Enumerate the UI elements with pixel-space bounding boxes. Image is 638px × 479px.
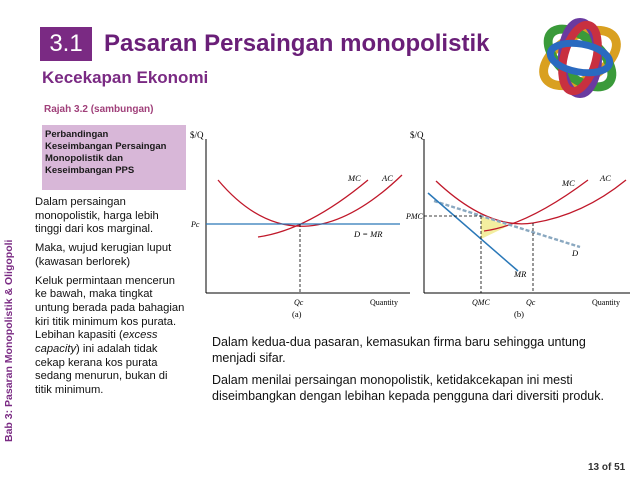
panel-a-ac-label: AC (382, 173, 393, 183)
left-paragraph-3-b: ) ini adalah tidak cekap kerana kos purata sedang menurun, bukan di titik minimum. (35, 343, 168, 397)
section-number-badge: 3.1 (40, 27, 92, 61)
left-explanation-text (35, 196, 185, 403)
panel-b-y-label: $/Q (410, 130, 424, 140)
page-number: 13 of 51 (588, 462, 626, 473)
panel-a-price-label: Pc (191, 220, 200, 229)
equilibrium-charts (188, 125, 634, 325)
panel-b-demand-line (434, 201, 580, 247)
panel-a-x-label: Quantity (370, 298, 398, 307)
rings-logo-icon (520, 0, 638, 120)
left-paragraph-3 (35, 275, 185, 398)
bottom-paragraph-2: Dalam menilai persaingan monopolistik, ketidakcekapan ini mesti diseimbangkan dengan lebihan kepada pengguna dari diversiti produk. (212, 373, 604, 403)
panel-b-ac-curve (436, 180, 626, 224)
comparison-box: Perbandingan Keseimbangan Persaingan Monopolistik dan Keseimbangan PPS (42, 125, 186, 190)
panel-a-ac-curve (218, 175, 402, 226)
panel-b-mr-label: MR (514, 269, 527, 279)
excess-capacity-term: excess capacity (35, 329, 158, 356)
panel-b-mc-label: MC (562, 178, 575, 188)
panel-b (405, 130, 630, 319)
panel-a (190, 130, 410, 319)
bottom-explanation-text (212, 334, 612, 410)
panel-a-demand-label: D = MR (354, 229, 383, 239)
panel-a-y-label: $/Q (190, 130, 204, 140)
slide-title: Pasaran Persaingan monopolistik (104, 30, 490, 57)
panel-b-mr-line (428, 193, 518, 271)
left-paragraph-2: Maka, wujud kerugian luput (kawasan berlorek) (35, 242, 172, 268)
panel-b-qmc-label: QMC (472, 298, 490, 307)
slide-subtitle: Kecekapan Ekonomi (42, 68, 209, 87)
bottom-paragraph-1: Dalam kedua-dua pasaran, kemasukan firma baru sehingga untung menjadi sifar. (212, 335, 586, 365)
figure-label: Rajah 3.2 (sambungan) (44, 104, 154, 115)
panel-b-ac-label: AC (600, 173, 611, 183)
panel-b-caption: (b) (514, 309, 524, 319)
panel-b-price-label: PMC (406, 212, 423, 221)
panel-a-mc-curve (258, 180, 368, 237)
chapter-vertical-label: Bab 3: Pasaran Monopolistik & Oligopoli (3, 239, 15, 442)
panel-a-caption: (a) (292, 309, 302, 319)
left-paragraph-1: Dalam persaingan monopolistik, harga lebih tinggi dari kos marginal. (35, 196, 159, 236)
panel-a-mc-label: MC (348, 173, 361, 183)
panel-a-quantity-label: Qc (294, 298, 304, 307)
panel-b-demand-label: D (572, 248, 579, 258)
panel-b-x-label: Quantity (592, 298, 620, 307)
left-paragraph-3-a: Keluk permintaan mencerun ke bawah, maka tingkat untung berada pada bahagian kiri titik minimum kos purata. Lebihan kapasiti ( (35, 274, 185, 342)
panel-b-qc-label: Qc (526, 298, 536, 307)
